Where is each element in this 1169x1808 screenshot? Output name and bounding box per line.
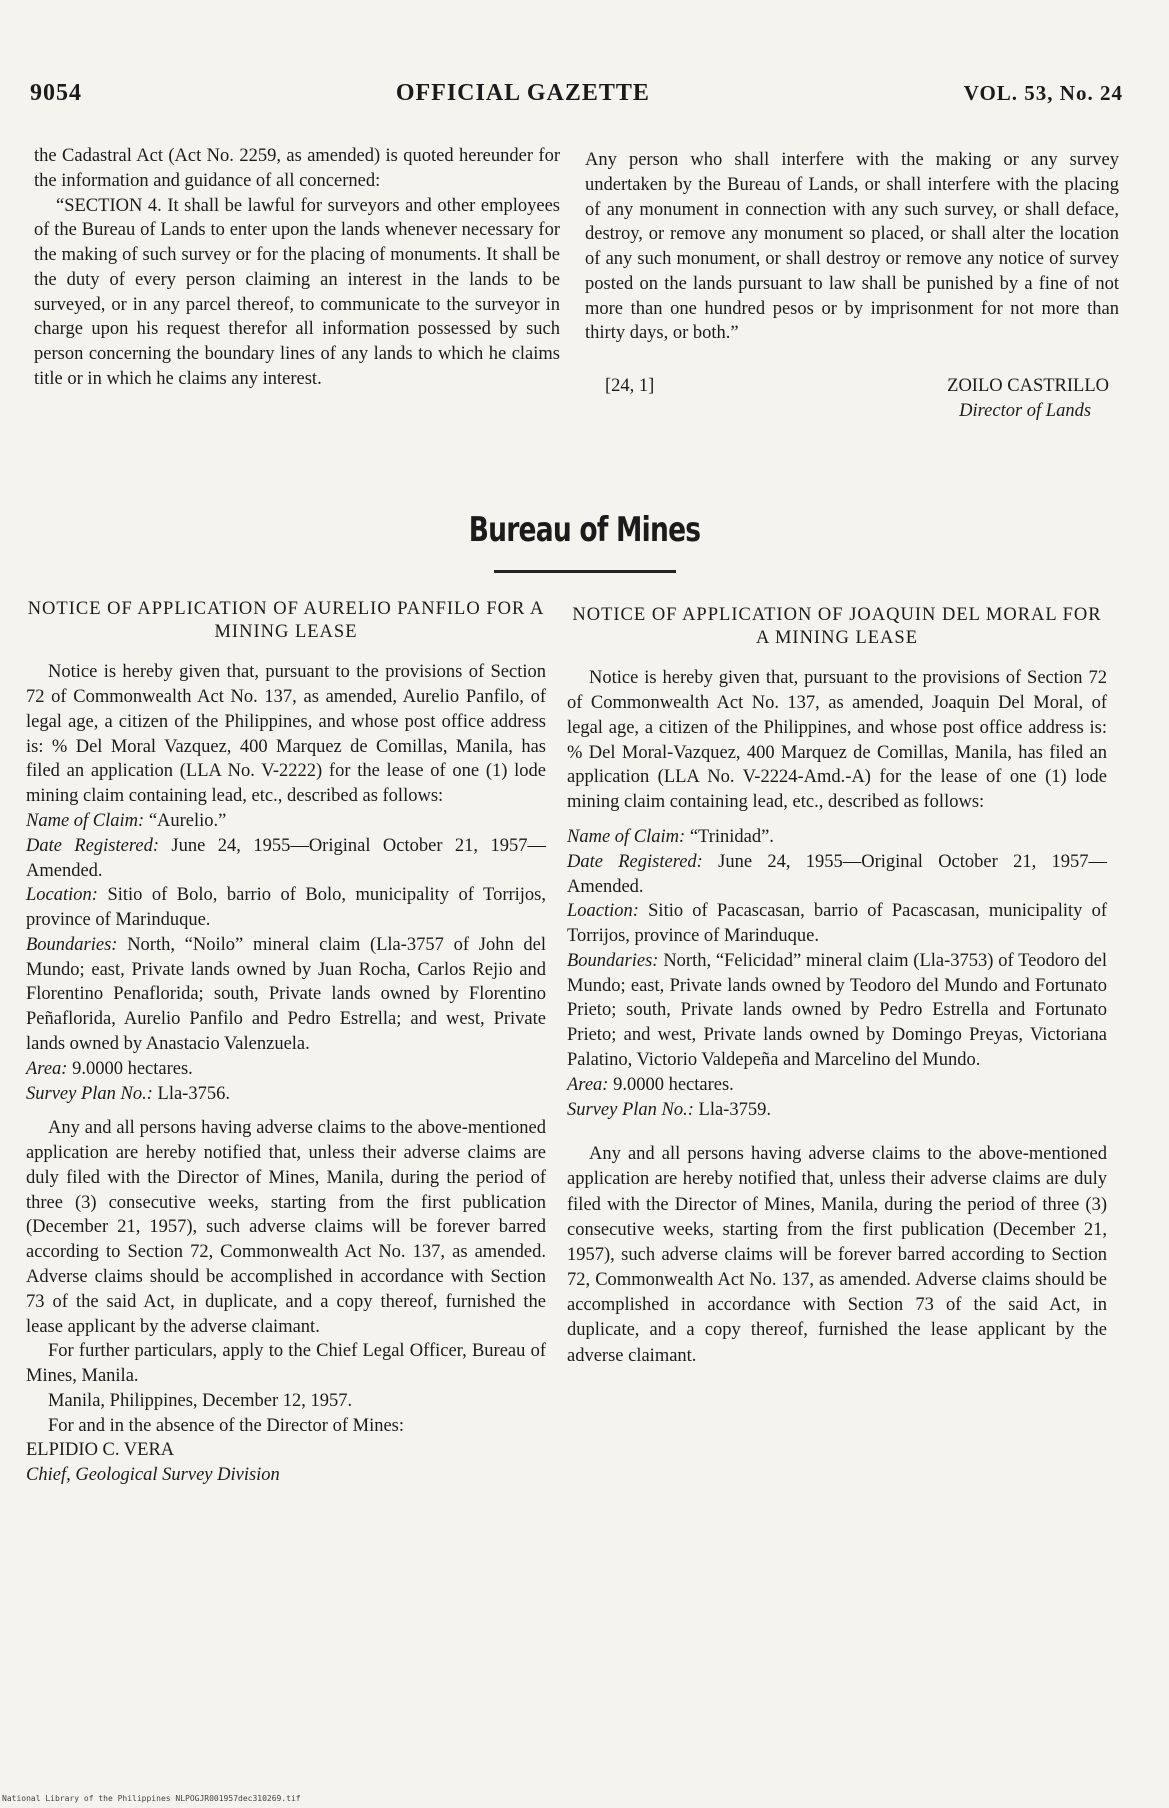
claim-area: Area: 9.0000 hectares. <box>567 1074 734 1095</box>
notice-title: NOTICE OF APPLICATION OF JOAQUIN DEL MORAL FOR A MINING LEASE <box>572 605 1102 649</box>
paragraph: the Cadastral Act (Act No. 2259, as amended) is quoted hereunder for the information and guidance of all concerned: <box>34 146 560 191</box>
page-header <box>30 80 1123 110</box>
heading-rule <box>494 570 676 573</box>
claim-area: Area: 9.0000 hectares. <box>26 1058 193 1079</box>
claim-date: Date Registered: June 24, 1955—Original October 21, 1957—Amended. <box>567 851 1107 897</box>
claim-survey-plan: Survey Plan No.: Lla-3759. <box>567 1099 771 1120</box>
for-director: For and in the absence of the Director of Mines: <box>48 1415 405 1436</box>
notice-title: NOTICE OF APPLICATION OF AURELIO PANFILO FOR A MINING LEASE <box>27 599 545 643</box>
adverse-claims-paragraph: Any and all persons having adverse claims to the above-mentioned application are hereby notified that, unless their adverse claims are duly filed with the Director of Mines, Manila, during the period of three (3) consecutive weeks, starting from the first publication (December 21, 1957), such adverse claims will be forever barred according to Section 72, Commonwealth Act No. 137, as amended. Adverse claims should be accomplished in accordance with Section 73 of the said Act, in duplicate, and a copy thereof, furnished the lease applicant by the adverse claimant. <box>26 1118 546 1337</box>
section-label: “SECTION 4. <box>56 195 162 216</box>
claim-location: Loaction: Sitio of Pacascasan, barrio of Pacascasan, municipality of Torrijos, province of Marinduque. <box>567 901 1107 947</box>
section-heading: Bureau of Mines <box>468 510 701 550</box>
signer-name: ZOILO CASTRILLO <box>947 376 1109 397</box>
section-4-paragraph <box>34 194 560 392</box>
claim-boundaries: Boundaries: North, “Noilo” mineral claim (Lla-3757 of John del Mundo; east, Private lands owned by Juan Rocha, Carlos Rejio and Florentino Penaflorida; south, Private lands owned by Florentino Peñaflorida, Aurelio Panfilo and Pedro Estrella; and west, Private lands owned by Anastacio Valenzuela. <box>26 934 546 1054</box>
section-text: It shall be lawful for surveyors and other employees of the Bureau of Lands to enter upon the lands whenever necessary for the making of such survey or for the placing of monuments. It shall be the duty of every person claiming an interest in the lands to be surveyed, or in any parcel thereof, to communicate to the surveyor in charge upon his request therefor all information possessed by such person concerning the boundary lines of any lands to which he claims title or in which he claims any interest. <box>34 195 561 390</box>
further-particulars: For further particulars, apply to the Chief Legal Officer, Bureau of Mines, Manila. <box>26 1341 546 1387</box>
adverse-claims-paragraph: Any and all persons having adverse claims to the above-mentioned application are hereby notified that, unless their adverse claims are duly filed with the Director of Mines, Manila, during the period of three (3) consecutive weeks, starting from the first publication (December 21, 1957), such adverse claims will be forever barred according to Section 72, Commonwealth Act No. 137, as amended. Adverse claims should be accomplished in accordance with Section 73 of the said Act, in duplicate, and a copy thereof, furnished the lease applicant by the adverse claimant. <box>567 1144 1107 1366</box>
notice-intro: Notice is hereby given that, pursuant to the provisions of Section 72 of Commonwealth Act No. 137, as amended, Aurelio Panfilo, of legal age, a citizen of the Philippines, and whose post office address is: % Del Moral Vazquez, 400 Marquez de Comillas, Manila, has filed an application (LLA No. V-2222) for the lease of one (1) lode mining claim containing lead, etc., described as follows: <box>26 662 546 807</box>
signature-block <box>947 374 1109 424</box>
lands-notice-continuation-right <box>585 148 1119 424</box>
reference-number: [24, 1] <box>605 376 655 397</box>
signer-title: Director of Lands <box>959 401 1092 422</box>
signature-row <box>585 374 1119 424</box>
signer-title: Chief, Geological Survey Division <box>26 1465 280 1486</box>
scan-footer: National Library of the Philippines NLPOGJR001957dec310269.tif <box>2 1794 301 1803</box>
notice-panfilo <box>26 598 546 1488</box>
claim-name: Name of Claim: “Trinidad”. <box>567 826 774 847</box>
claim-boundaries: Boundaries: North, “Felicidad” mineral claim (Lla-3753) of Teodoro del Mundo; east, Private lands owned by Teodoro del Mundo and Fortunato Prieto; south, Private lands owned by Pedro Estrella and Fortunato Prieto; and west, Private lands owned by Domingo Preyas, Victoriana Palatino, Victorio Valdepeña and Marcelino del Mundo. <box>567 950 1108 1070</box>
paragraph: Any person who shall interfere with the making or any survey undertaken by the Bureau of Lands, or shall interfere with the placing of any monument in connection with any such survey, or shall deface, destroy, or remove any monument so placed, or shall alter the location of any such monument, or shall destroy or remove any notice of survey posted on the lands pursuant to law shall be punished by a fine of not more than one hundred pesos or by imprisonment for not more than thirty days, or both.” <box>585 150 1119 344</box>
dateline: Manila, Philippines, December 12, 1957. <box>48 1390 353 1411</box>
claim-survey-plan: Survey Plan No.: Lla-3756. <box>26 1083 230 1104</box>
claim-name: Name of Claim: “Aurelio.” <box>26 810 227 831</box>
notice-intro: Notice is hereby given that, pursuant to the provisions of Section 72 of Commonwealth Act No. 137, as amended, Joaquin Del Moral, of legal age, a citizen of the Philippines, and whose post office address is: % Del Moral-Vazquez, 400 Marquez de Comillas, Manila, has filed an application (LLA No. V-2224-Amd.-A) for the lease of one (1) lode mining claim containing lead, etc., described as follows: <box>567 668 1107 813</box>
signer-name: ELPIDIO C. VERA <box>26 1440 175 1461</box>
lands-notice-continuation-left <box>34 144 560 392</box>
claim-date: Date Registered: June 24, 1955—Original October 21, 1957—Amended. <box>26 835 546 881</box>
claim-location: Location: Sitio of Bolo, barrio of Bolo, municipality of Torrijos, province of Marinduque. <box>26 885 546 931</box>
notice-del-moral <box>567 604 1107 1369</box>
page-number: 9054 <box>30 80 82 106</box>
publication-title: OFFICIAL GAZETTE <box>395 80 650 106</box>
volume-number: VOL. 53, No. 24 <box>963 81 1123 105</box>
